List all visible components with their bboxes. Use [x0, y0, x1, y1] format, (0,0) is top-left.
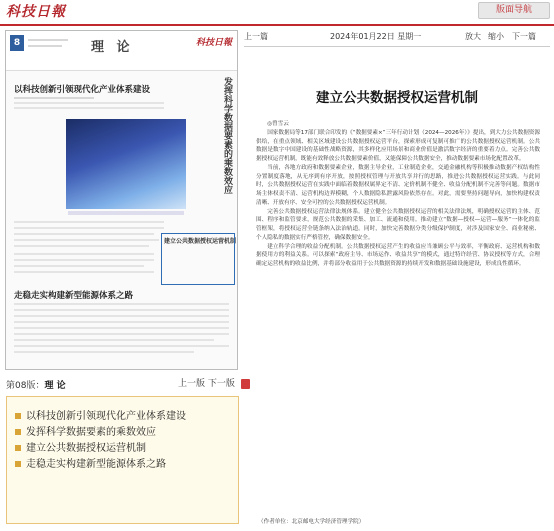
menu-item[interactable]: 以科技创新引领现代化产业体系建设: [15, 407, 186, 422]
zoom-in-button[interactable]: 放大: [465, 32, 481, 41]
article-menu: [6, 396, 239, 524]
page-navigation-button[interactable]: 版面导航: [478, 2, 550, 19]
article-footer: （作者单位：北京邮电大学经济管理学院）: [258, 519, 365, 525]
paper-article-4-title[interactable]: 走稳走实构建新型能源体系之路: [14, 291, 134, 301]
next-article-link[interactable]: 下一篇: [512, 32, 536, 41]
page-label-prefix: 第08版：: [6, 381, 45, 391]
article-paragraph: 国家数据局等17部门联合印发的《“数据要素×”三年行动计划（2024—2026年）》提出，到大力公共数据资源供给，在重点领域、相关区域建设公共数据授权运营平台，探索形成可复制可推广的公共数据授权运营机制。公共数据是数字中国建设的基础性战略资源，其多样化应用场景和商业价值是激活数字经济的重要着力点。完善公共数据授权运营机制，既能有效释放公共数据要素价值，又能保障公共数据安全，推动数据要素市场化配置改革。: [256, 129, 540, 162]
paper-article-1-title[interactable]: 以科技创新引领现代化产业体系建设: [14, 85, 151, 95]
paper-article-3-title[interactable]: 建立公共数据授权运营机制: [164, 238, 237, 245]
bullet-icon: [15, 429, 21, 435]
prev-page-link[interactable]: 上一版: [178, 379, 206, 389]
article-paragraph: 当前，各地方政府和数据要素企业，数据主导企业，工业制造企业，交通金融机构等积极推动数据产权结构性分置制度落地，从无序到有序开放，按照授权管理与开放共享并行的思路，推进公共数据授权运营实践。与此同时，公共数据授权运营在实践中面临着数据权属界定不清、定价机制不健全、收益分配机制不完善等问题。数据市场主体权责不清、运营机构边界模糊，个人数据隐私泄露风险依然存在。对此，需要坚持问题导向，加快构建权责清晰、开放有序、安全可控的公共数据授权运营机制。: [256, 164, 540, 206]
menu-item[interactable]: 建立公共数据授权运营机制: [15, 439, 146, 454]
article-paragraph: 建立科学合理的收益分配机制。公共数据授权运营产生的收益应当兼顾公平与效率，平衡政府、运营机构和数据使用方的利益关系。可以探索“政府主导、市场运作、收益共享”的模式，通过特许经营、协议授权等方式，合理确定运营机构的收益比例，并将部分收益用于公共数据资源的持续开发和数据基础设施建设，形成良性循环。: [256, 243, 540, 267]
paper-logo: 科技日報: [196, 38, 233, 48]
page-label: [6, 378, 66, 391]
bullet-icon: [15, 461, 21, 467]
paper-illustration: [66, 119, 186, 209]
paper-header: [6, 31, 238, 71]
pdf-icon[interactable]: [241, 379, 250, 389]
zoom-out-button[interactable]: 缩小: [488, 32, 504, 41]
issue-date: 2024年01月22日 星期一: [330, 32, 422, 41]
masthead: [0, 0, 554, 26]
paper-article-2-title[interactable]: 发挥科学数据要素的乘数效应: [222, 77, 232, 194]
bullet-icon: [15, 445, 21, 451]
article-paragraph: 完善公共数据授权运营法律法规体系。建立健全公共数据授权运营的相关法律法规，明确授权运营的主体、范围、程序和监管要求，规范公共数据的采集、加工、流通和使用。推动建立“数据—授权—运营—服务”一体化的监管框架，将授权运营全链条纳入法治轨道。同时，加快完善数据分类分级保护制度，对涉及国家安全、商业秘密、个人隐私的数据实行严格管控，确保数据安全。: [256, 208, 540, 241]
newspaper-page-image[interactable]: [5, 30, 238, 370]
illustration-caption: [68, 211, 184, 215]
paper-page-number: 8: [10, 35, 24, 51]
menu-item[interactable]: 发挥科学数据要素的乘数效应: [15, 423, 156, 438]
header-divider: [0, 24, 554, 26]
site-logo[interactable]: 科技日報: [6, 4, 66, 20]
article-title: 建立公共数据授权运营机制: [316, 90, 478, 106]
menu-item[interactable]: 走稳走实构建新型能源体系之路: [15, 455, 166, 470]
page-label-name: 理 论: [44, 381, 66, 391]
article-3-highlight[interactable]: [161, 233, 235, 285]
article-body: [256, 120, 540, 512]
paper-page-name: 理 论: [91, 40, 134, 55]
bullet-icon: [15, 413, 21, 419]
article-toolbar: [244, 31, 550, 45]
next-page-link[interactable]: 下一版: [207, 379, 235, 389]
article-author: ◎曾雪云: [267, 121, 289, 127]
page-pager: [178, 376, 250, 389]
prev-article-link[interactable]: 上一篇: [244, 32, 268, 41]
toolbar-divider: [244, 46, 550, 47]
